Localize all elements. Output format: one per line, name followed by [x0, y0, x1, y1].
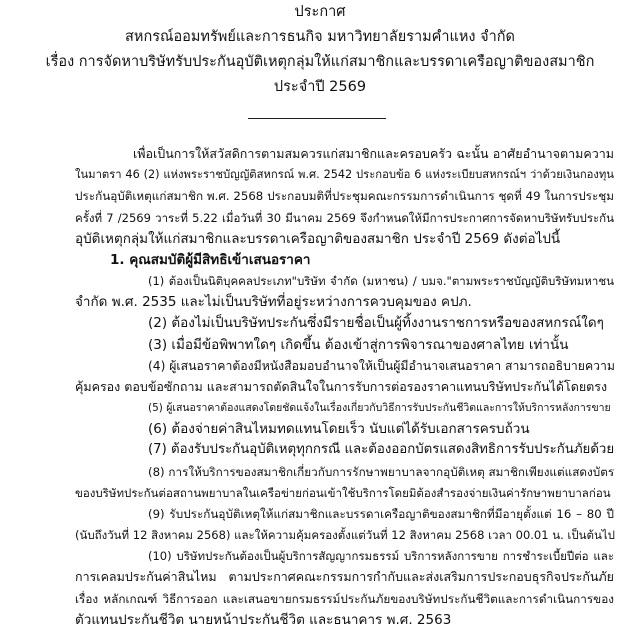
list-item: (3) เมื่อมีข้อพิพาทใดๆ เกิดขึ้น ต้องเข้าสู่การพิจารณาของศาลไทย เท่านั้น	[148, 337, 569, 353]
announcement-title: ประกาศ	[294, 4, 346, 20]
list-item: (นับถึงวันที่ 12 สิงหาคม 2568) และให้ความคุ้มครองตั้งแต่วันที่ 12 สิงหาคม 2568 เวลา 00.01 น. เป็นต้นไป	[75, 528, 615, 542]
intro-line: อุบัติเหตุกลุ่มให้แก่สมาชิกและบรรดาเครือญาติของสมาชิก ประจำปี 2569 ดังต่อไปนี้	[75, 231, 561, 247]
intro-line: ครั้งที่ 7 /2569 วาระที่ 5.22 เมื่อวันที่ 30 มีนาคม 2569 จึงกำหนดให้มีการประกาศการจัดหาบริษัทรับประกัน	[75, 211, 614, 225]
section-heading: 1. คุณสมบัติผู้มีสิทธิเข้าเสนอราคา	[110, 252, 311, 268]
announcement-year: ประจำปี 2569	[273, 79, 367, 95]
header-divider	[248, 118, 386, 119]
list-item: (4) ผู้เสนอราคาต้องมีหนังสือมอบอำนาจให้เป็นผู้มีอำนาจเสนอราคา สามารถอธิบายความ	[148, 359, 615, 373]
list-item: (9) รับประกันอุบัติเหตุให้แก่สมาชิกและบรรดาเครือญาติของสมาชิกที่มีอายุตั้งแต่ 16 – 80 ปี	[148, 507, 614, 521]
intro-line: ในมาตรา 46 (2) แห่งพระราชบัญญัติสหกรณ์ พ.ศ. 2542 ประกอบข้อ 6 แห่งระเบียบสหกรณ์ฯ ว่าด้วยเงินกองทุน	[75, 168, 614, 181]
announcement-subject: เรื่อง การจัดหาบริษัทรับประกันอุบัติเหตุกลุ่มให้แก่สมาชิกและบรรดาเครือญาติของสมาชิก	[45, 54, 595, 70]
list-item: (10) บริษัทประกันต้องเป็นผู้บริการสัญญากรมธรรม์ บริการหลังการขาย การชำระเบี้ยปีต่อ และ	[148, 549, 614, 563]
list-item: (7) ต้องรับประกันอุบัติเหตุทุกกรณี และต้องออกบัตรแสดงสิทธิการรับประกันภัยด้วย	[148, 442, 615, 457]
organization-name: สหกรณ์ออมทรัพย์และการธนกิจ มหาวิทยาลัยรามคำแหง จำกัด	[125, 29, 515, 45]
intro-line: ประกันอุบัติเหตุแก่สมาชิก พ.ศ. 2568 ประกอบมติที่ประชุมคณะกรรมการดำเนินการ ชุดที่ 49 ในการประชุม	[75, 189, 614, 203]
list-item: การเคลมประกันค่าสินไหม ตามประกาศคณะกรรมการกำกับและส่งเสริมการประกอบธุรกิจประกันภัย	[75, 569, 614, 584]
list-item: เรื่อง หลักเกณฑ์ วิธีการออก และเสนอขายกรมธรรม์ประกันภัยของบริษัทประกันชีวิตและการดำเนินการของ	[75, 592, 614, 606]
list-item: (1) ต้องเป็นนิติบุคคลประเภท"บริษัท จำกัด (มหาชน) / บมจ."ตามพระราชบัญญัติบริษัทมหาชน	[148, 274, 614, 288]
list-item: จำกัด พ.ศ. 2535 และไม่เป็นบริษัทที่อยู่ระหว่างการควบคุมของ คปภ.	[75, 294, 472, 310]
intro-line: เพื่อเป็นการให้สวัสดิการตามสมควรแก่สมาชิกและครอบครัว ฉะนั้น อาศัยอำนาจตามความ	[133, 146, 614, 161]
list-item: คุ้มครอง ตอบข้อซักถาม และสามารถตัดสินใจในการรับการต่อรองราคาแทนบริษัทประกันได้โดยตรง	[75, 379, 608, 394]
list-item: (5) ผู้เสนอราคาต้องแสดงโดยชัดแจ้งในเรื่องเกี่ยวกับวิธีการรับประกันชีวิตและการให้บริการหลังการขาย	[148, 402, 611, 414]
list-item: (8) การให้บริการของสมาชิกเกี่ยวกับการรักษาพยาบาลจากอุบัติเหตุ สมาชิกเพียงแต่แสดงบัตร	[148, 465, 615, 479]
list-item: ของบริษัทประกันต่อสถานพยาบาลในเครือข่ายก่อนเข้าใช้บริการโดยมิต้องสำรองจ่ายเงินค่ารักษาพยาบาลก่อน	[75, 486, 611, 500]
list-item: (2) ต้องไม่เป็นบริษัทประกันซึ่งมีรายชื่อเป็นผู้ทิ้งงานราชการหรือของสหกรณ์ใดๆ	[148, 315, 604, 331]
list-item: ตัวแทนประกันชีวิต นายหน้าประกันชีวิต และธนาคาร พ.ศ. 2563	[75, 612, 452, 628]
list-item: (6) ต้องจ่ายค่าสินไหมทดแทนโดยเร็ว นับแต่ได้รับเอกสารครบถ้วน	[148, 421, 530, 437]
